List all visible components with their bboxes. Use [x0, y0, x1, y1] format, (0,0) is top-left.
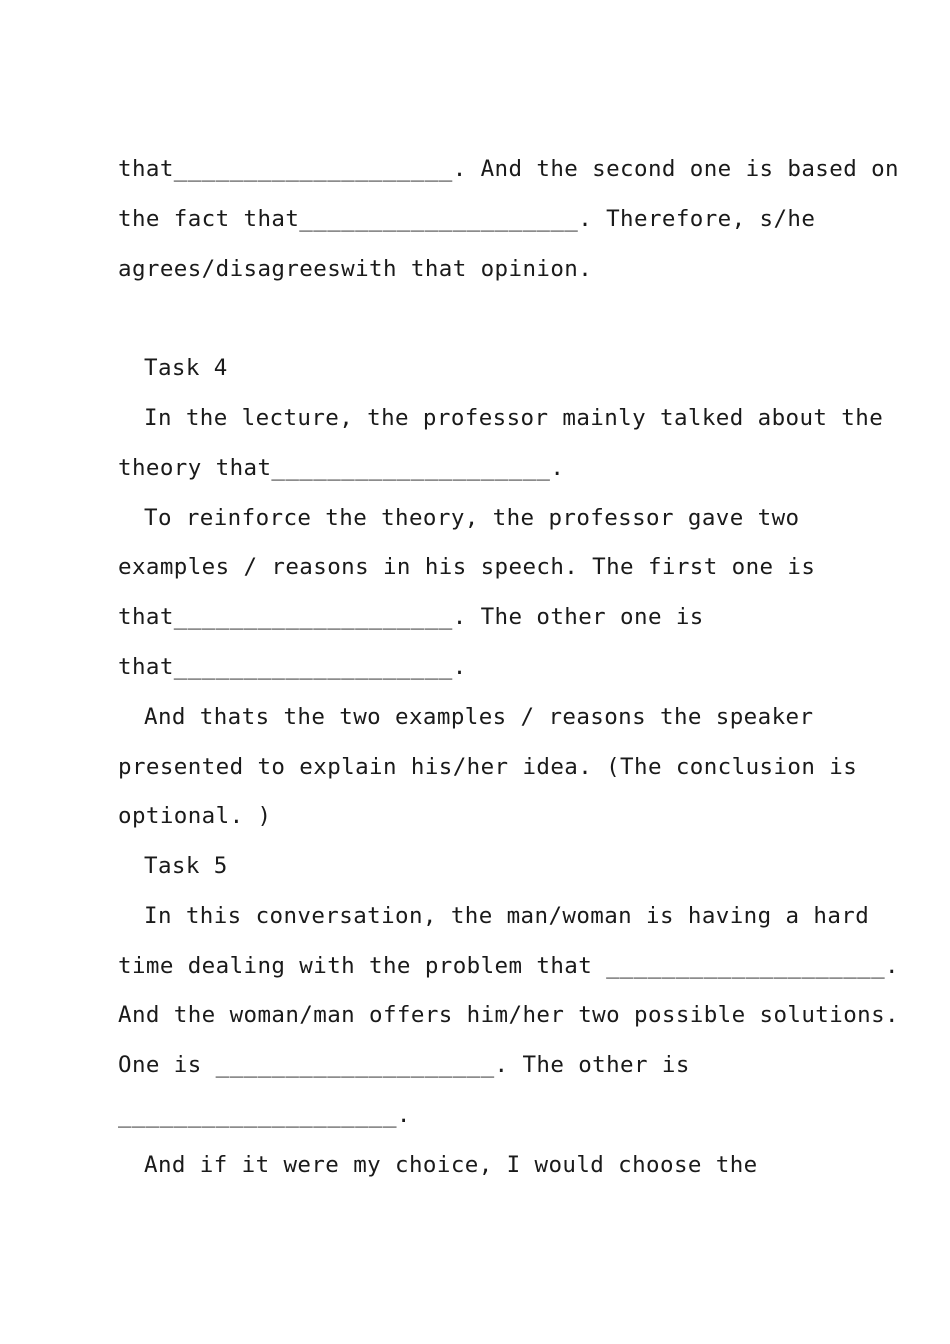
- text-line: theory that____________________.: [118, 455, 565, 481]
- text-line: that____________________. And the second one is based on: [118, 156, 899, 182]
- text-line: optional. ): [118, 803, 272, 829]
- text-line: In this conversation, the man/woman is having a hard: [144, 903, 870, 929]
- text-line: time dealing with the problem that ____________________.: [118, 953, 899, 979]
- task-5-heading: Task 5: [144, 853, 228, 879]
- text-line: And the woman/man offers him/her two possible solutions.: [118, 1002, 899, 1028]
- text-line: the fact that____________________. Therefore, s/he: [118, 206, 816, 232]
- text-line: that____________________.: [118, 654, 467, 680]
- task-4-heading: Task 4: [144, 355, 228, 381]
- text-line: And if it were my choice, I would choose the: [144, 1152, 758, 1178]
- text-line: that____________________. The other one is: [118, 604, 704, 630]
- text-line: To reinforce the theory, the professor gave two: [144, 505, 800, 531]
- text-line: ____________________.: [118, 1102, 411, 1128]
- text-line: presented to explain his/her idea. (The conclusion is: [118, 754, 858, 780]
- text-line: In the lecture, the professor mainly talked about the: [144, 405, 884, 431]
- text-line: One is ____________________. The other is: [118, 1052, 690, 1078]
- text-line: And thats the two examples / reasons the speaker: [144, 704, 814, 730]
- text-line: examples / reasons in his speech. The first one is: [118, 554, 816, 580]
- text-line: agrees/disagreeswith that opinion.: [118, 256, 593, 282]
